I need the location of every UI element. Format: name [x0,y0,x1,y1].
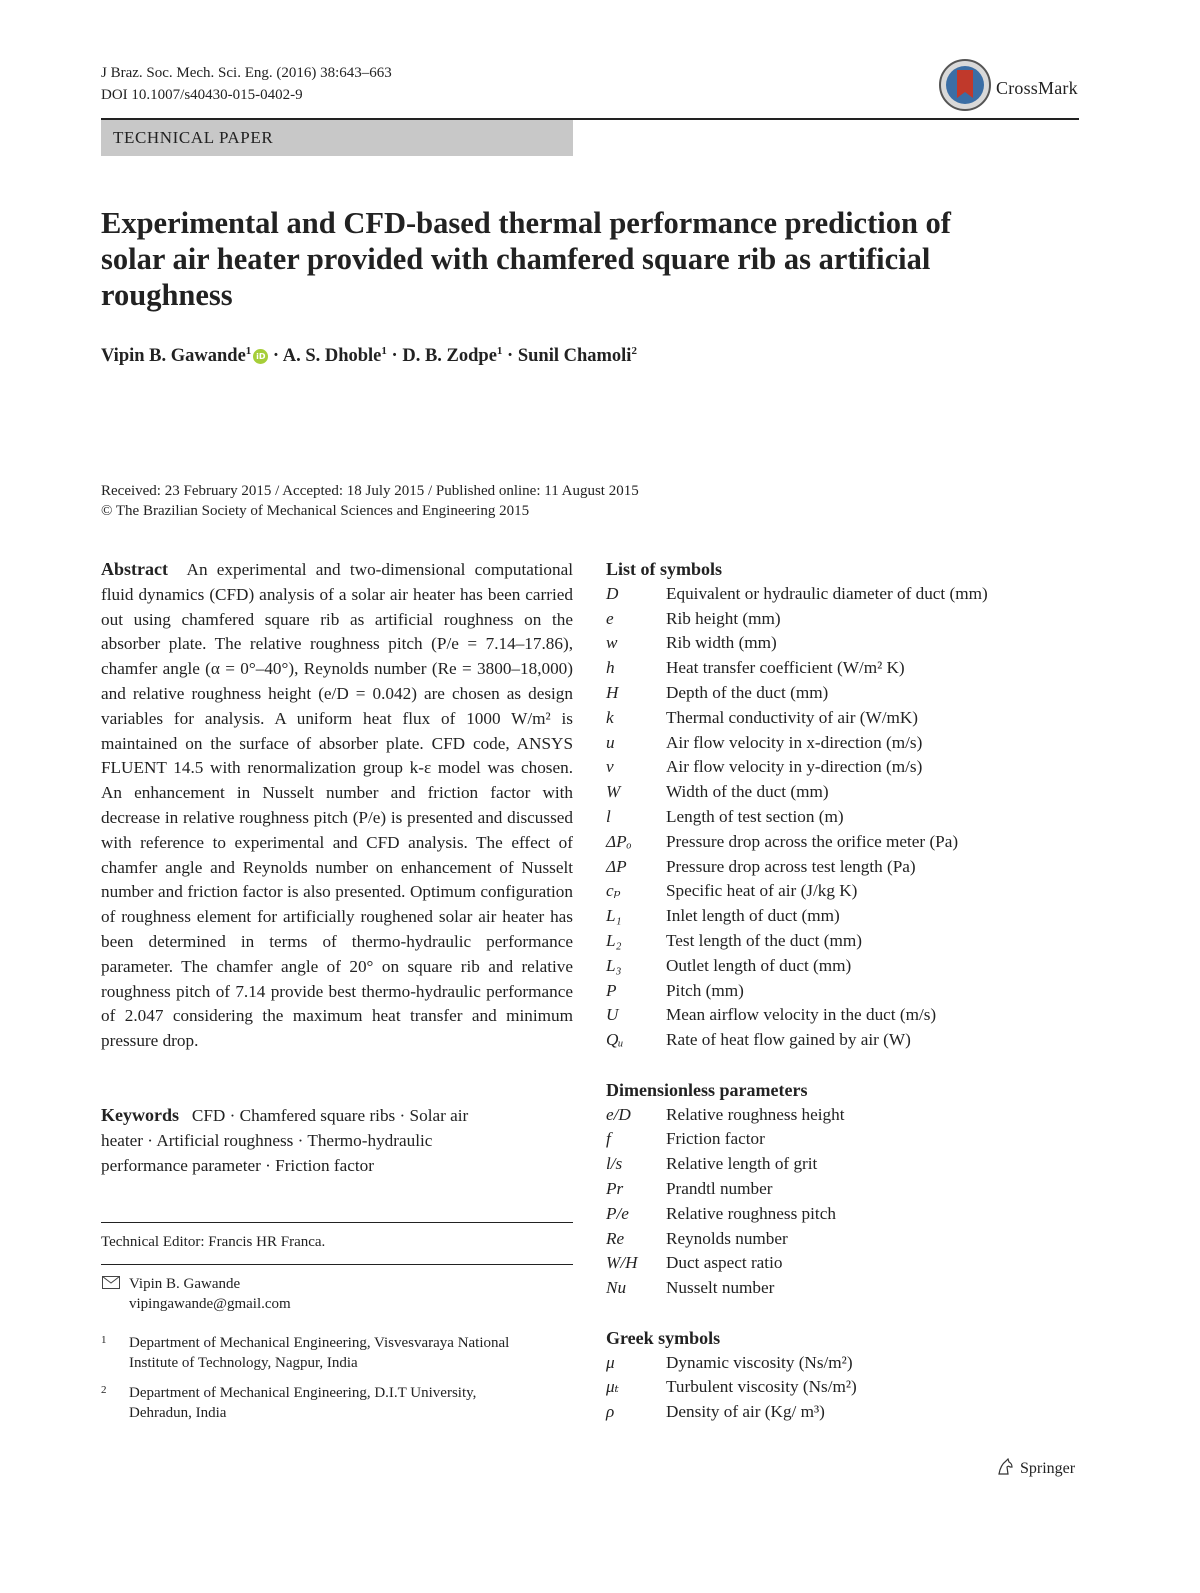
symbol-row [606,929,1086,954]
symbol: e [606,608,614,628]
symbol-description: Pitch (mm) [666,980,744,1000]
symbol-row [606,681,1086,706]
symbol-description: Reynolds number [666,1228,788,1248]
symbol: L₃ [606,955,622,975]
symbol-description: Air flow velocity in y-direction (m/s) [666,757,923,777]
symbol-row [606,1177,1086,1202]
symbol-description: Heat transfer coefficient (W/m² K) [666,658,905,678]
symbol-row [606,780,1086,805]
symbol: P [606,980,617,1000]
symbol: cₚ [606,881,621,901]
symbol: W [606,782,621,802]
symbol-description: Relative roughness height [666,1104,845,1124]
affiliation-text: Department of Mechanical Engineering, Visvesvaraya National Institute of Technology, Nagpur, India [129,1335,510,1371]
symbol-row [606,1351,1086,1376]
crossmark-label: CrossMark [996,78,1078,98]
symbol-row [606,830,1086,855]
nomenclature [606,557,1086,1425]
symbol-row [606,904,1086,929]
author-affiliation-ref: 2 [631,345,637,357]
symbol-description: Relative length of grit [666,1154,818,1174]
symbol-description: Relative roughness pitch [666,1203,836,1223]
symbol-description: Inlet length of duct (mm) [666,906,840,926]
springer-horse-icon [996,1458,1016,1476]
symbol: ρ [606,1402,615,1422]
journal-line: J Braz. Soc. Mech. Sci. Eng. (2016) 38:643–663 [101,65,392,81]
symbol: L₁ [606,906,622,926]
keywords-heading: Keywords [101,1105,179,1125]
author-affiliation-ref: 1 [496,345,503,357]
symbol-row [606,656,1086,681]
symbol-row [606,1028,1086,1053]
correspondence-email[interactable]: vipingawande@gmail.com [129,1296,291,1312]
correspondence-name: Vipin B. Gawande [129,1276,241,1292]
journal-citation [101,62,392,106]
technical-editor: Technical Editor: Francis HR Franca. [101,1234,326,1250]
symbol-description: Specific heat of air (J/kg K) [666,881,858,901]
symbols-list [606,582,1086,1053]
symbol-description: Air flow velocity in x-direction (m/s) [666,732,923,752]
symbol-description: Test length of the duct (mm) [666,930,862,950]
symbol-description: Rib width (mm) [666,633,777,653]
affiliation-number: 2 [101,1384,107,1396]
symbol-description: Turbulent viscosity (Ns/m²) [666,1377,857,1397]
greek-heading: Greek symbols [606,1327,721,1348]
symbol-row [606,1400,1086,1425]
symbol: e/D [606,1104,631,1124]
symbol-description: Prandtl number [666,1178,773,1198]
dates-line: Received: 23 February 2015 / Accepted: 18 July 2015 / Published online: 11 August 2015 [101,483,639,499]
symbol-row [606,1375,1086,1400]
symbol-row [606,879,1086,904]
paper-title: Experimental and CFD-based thermal performance prediction of solar air heater provided with chamfered square rib as artificial roughness [101,206,951,312]
abstract-text: An experimental and two-dimensional computational fluid dynamics (CFD) analysis of a solar air heater has been carried out using chamfered square rib as artificial roughness on the absorber plate. The relative roughness pitch (P/e = 7.14–17.86), chamfer angle (α = 0°–40°), Reynolds number (Re = 3800–18,000) and relative roughness height (e/D = 0.042) are chosen as design variables for analysis. A uniform heat flux of 1000 W/m² is maintained on the surface of absorber plate. CFD code, ANSYS FLUENT 14.5 with renormalization group k-ε model was chosen. An enhancement in Nusselt number and friction factor with decrease in relative roughness pitch (P/e) is presented and discussed with reference to experimental and CFD analysis. The effect of chamfer angle and Reynolds number on enhancement of Nusselt number and friction factor is also presented. Optimum configuration of roughness element for artificially roughened solar air heater has been determined in terms of thermo-hydraulic performance parameter. The chamfer angle of 20° on square rib and relative roughness pitch of 7.14 provide best thermo-hydraulic performance of 2.047 considering the maximum heat transfer and minimum pressure drop. [101,560,573,1051]
symbol: l [606,806,611,826]
symbol: Pr [606,1178,624,1198]
symbol-row [606,1202,1086,1227]
symbol: f [606,1129,611,1149]
section-band [101,120,573,156]
dimensionless-list [606,1103,1086,1301]
symbol-description: Depth of the duct (mm) [666,682,829,702]
abstract [101,557,573,1054]
symbol-description: Friction factor [666,1129,765,1149]
symbol-row [606,607,1086,632]
symbol-description: Dynamic viscosity (Ns/m²) [666,1352,853,1372]
section-label: TECHNICAL PAPER [113,128,274,147]
publisher-name: Springer [1020,1460,1076,1477]
symbol-description: Equivalent or hydraulic diameter of duct (mm) [666,583,988,603]
symbol-row [606,1152,1086,1177]
publication-dates [101,481,639,521]
symbol: k [606,707,614,727]
orcid-icon[interactable]: iD [253,349,268,364]
symbol-row [606,979,1086,1004]
symbol-description: Length of test section (m) [666,806,844,826]
footnote-rule [101,1264,573,1265]
symbol: P/e [606,1203,629,1223]
symbol-description: Thermal conductivity of air (W/mK) [666,707,918,727]
publisher-logo [996,1458,1075,1478]
symbol-row [606,954,1086,979]
symbol-row [606,1251,1086,1276]
symbol-description: Density of air (Kg/ m³) [666,1402,825,1422]
symbol-description: Pressure drop across test length (Pa) [666,856,916,876]
dimensionless-heading: Dimensionless parameters [606,1079,808,1100]
symbol-row [606,706,1086,731]
keywords [101,1103,511,1178]
crossmark-icon [938,58,992,112]
affiliation-text: Department of Mechanical Engineering, D.I.T University, Dehradun, India [129,1385,477,1421]
symbol-description: Mean airflow velocity in the duct (m/s) [666,1005,937,1025]
symbol-row [606,731,1086,756]
author-name[interactable]: Sunil Chamoli [517,346,632,367]
symbol: U [606,1005,619,1025]
symbol-row [606,1227,1086,1252]
symbol-description: Rib height (mm) [666,608,781,628]
symbol-row [606,1003,1086,1028]
symbol: ΔPₒ [606,831,632,851]
symbol: W/H [606,1253,638,1273]
symbol: l/s [606,1154,623,1174]
symbol: D [606,583,619,603]
affiliation [101,1333,541,1373]
symbol-row [606,1127,1086,1152]
symbol: μₜ [606,1377,619,1397]
symbol-description: Rate of heat flow gained by air (W) [666,1030,911,1050]
symbol: u [606,732,615,752]
symbol-description: Outlet length of duct (mm) [666,955,852,975]
correspondence [101,1274,291,1314]
author-name[interactable]: D. B. Zodpe [402,346,497,367]
symbol: Re [606,1228,625,1248]
doi-line[interactable]: DOI 10.1007/s40430-015-0402-9 [101,87,303,103]
author-name[interactable]: A. S. Dhoble [282,346,382,367]
symbol-row [606,1276,1086,1301]
symbol: H [606,682,619,702]
affiliation-number: 1 [101,1334,107,1346]
crossmark-badge[interactable] [938,58,1088,114]
affiliation [101,1383,541,1423]
symbol-row [606,755,1086,780]
symbol-description: Width of the duct (mm) [666,782,829,802]
symbol-row [606,582,1086,607]
symbol-description: Duct aspect ratio [666,1253,783,1273]
author-affiliation-ref: 1 [381,345,387,357]
symbol: v [606,757,614,777]
symbol-description: Pressure drop across the orifice meter (Pa) [666,831,959,851]
footnote-rule [101,1222,573,1223]
symbol: μ [606,1352,615,1372]
author-name[interactable]: Vipin B. Gawande [101,346,246,367]
symbol: w [606,633,618,653]
symbol: h [606,658,615,678]
greek-list [606,1351,1086,1425]
symbol: Qᵤ [606,1030,624,1050]
copyright-line: © The Brazilian Society of Mechanical Sciences and Engineering 2015 [101,503,530,519]
symbol-description: Nusselt number [666,1278,775,1298]
symbol-row [606,805,1086,830]
symbol: Nu [606,1278,627,1298]
symbols-heading: List of symbols [606,559,723,579]
author-list: Vipin B. Gawande$^1$ iD · A. S. Dhoble$^1$ · D. B. Zodpe$^1$ · Sunil Chamoli$^2$ [101,345,637,367]
keywords-text: CFD · Chamfered square ribs · Solar air heater · Artificial roughness · Thermo-hydraulic performance parameter · Friction factor [101,1106,469,1175]
symbol-row [606,855,1086,880]
symbol-row [606,1103,1086,1128]
symbol: L₂ [606,930,622,950]
envelope-icon [101,1276,121,1289]
symbol: ΔP [606,856,627,876]
symbol-row [606,631,1086,656]
abstract-heading: Abstract [101,559,168,579]
author-affiliation-ref: 1 [245,345,252,357]
